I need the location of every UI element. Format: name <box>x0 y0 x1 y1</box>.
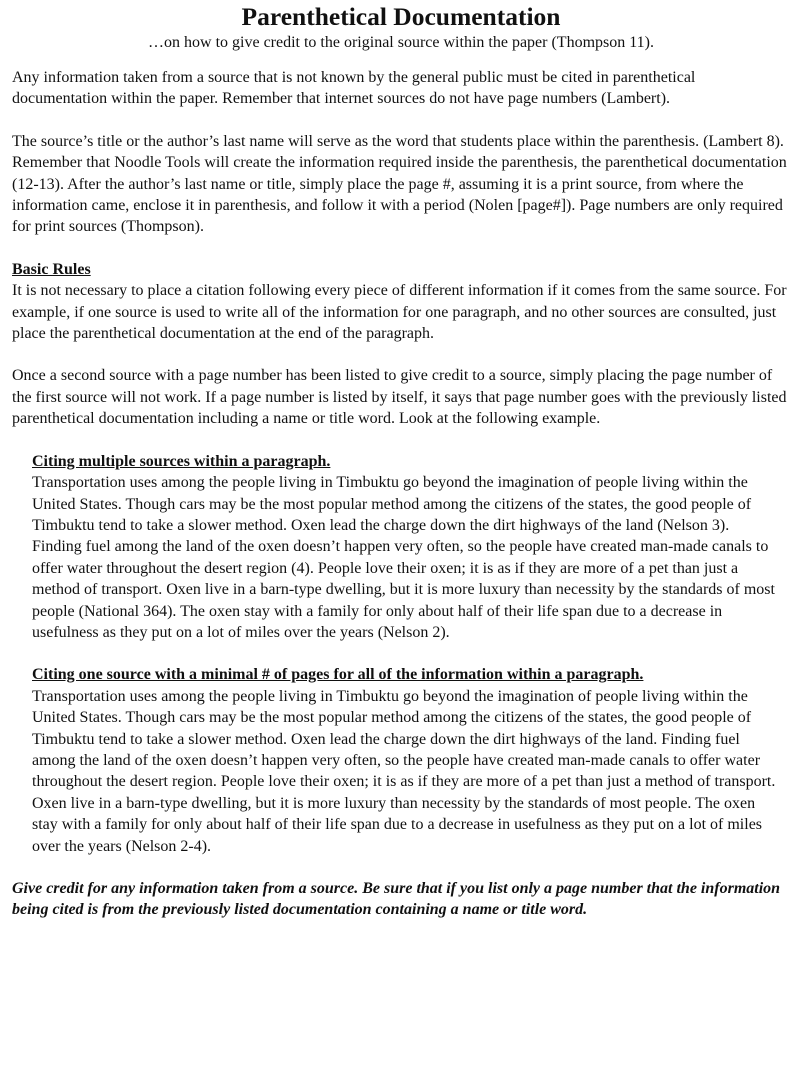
final-note: Give credit for any information taken from a source. Be sure that if you list only a page number that the information being cited is from the previously listed documentation containing a name or title word. <box>12 880 781 919</box>
example-one-source <box>32 664 782 857</box>
basic-rules-paragraph-2: Once a second source with a page number has been listed to give credit to a source, simply placing the page number of the first source will not work. If a page number is listed by itself, it says that page number goes with the previously listed parenthetical documentation including a name or title word. Look at the following example. <box>12 367 787 428</box>
basic-rules-heading: Basic Rules <box>12 260 91 278</box>
intro-paragraph-2: The source’s title or the author’s last name will serve as the word that students place within the parenthesis. (Lambert 8). Remember that Noodle Tools will create the information required inside the parenthesis, the parenthetical documentation (12-13). After the author’s last name or title, simply place the page #, assuming it is a print source, from where the information came, enclose it in parenthesis, and follow it with a period (Nolen [page#]). Page numbers are only required for print sources (Thompson). <box>12 132 787 236</box>
basic-rules-paragraph-1: It is not necessary to place a citation following every piece of different information if it comes from the same source. For example, if one source is used to write all of the information for one paragraph, and no other sources are consulted, just place the parenthetical documentation at the end of the paragraph. <box>12 282 787 343</box>
intro-paragraph-1: Any information taken from a source that is not known by the general public must be cited in parenthetical documentation within the paper. Remember that internet sources do not have page numbers (Lambert). <box>12 69 696 108</box>
example-heading: Citing multiple sources within a paragraph. <box>32 452 331 470</box>
example-text: Transportation uses among the people living in Timbuktu go beyond the imagination of people living within the United States. Though cars may be the most popular method among the citizens of the states, the good people of Timbuktu tend to take a slower method. Oxen lead the charge down the dirt highways of the land (Nelson 3). Finding fuel among the land of the oxen doesn’t happen very often, so the people have created man-made canals to offer water throughout the desert region (4). People love their oxen; it is as if they are more of a pet than just a method of transport. Oxen live in a barn-type dwelling, but it is more luxury than necessity by the standards of most people (National 364). The oxen stay with a family for only about half of their life span due to a decrease in usefulness as they put on a lot of miles over the years (Nelson 2). <box>32 474 775 641</box>
example-text: Transportation uses among the people living in Timbuktu go beyond the imagination of people living within the United States. Though cars may be the most popular method among the citizens of the states, the good people of Timbuktu tend to take a slower method. Oxen lead the charge down the dirt highways of the land. Finding fuel among the land of the oxen doesn’t happen very often, so the people have created man-made canals to offer water throughout the desert region. People love their oxen; it is as if they are more of a pet than just a method of transport. Oxen live in a barn-type dwelling, but it is more luxury than necessity by the standards of most people. The oxen stay with a family for only about half of their life span due to a decrease in usefulness as they put on a lot of miles over the years (Nelson 2-4). <box>32 687 776 855</box>
basic-rules-section <box>12 259 790 430</box>
example-multiple-sources <box>32 451 782 644</box>
page-subtitle: …on how to give credit to the original source within the paper (Thompson 11). <box>148 34 654 51</box>
document-page <box>12 2 790 921</box>
example-heading: Citing one source with a minimal # of pages for all of the information within a paragraph. <box>32 666 644 684</box>
page-title: Parenthetical Documentation <box>241 2 561 31</box>
